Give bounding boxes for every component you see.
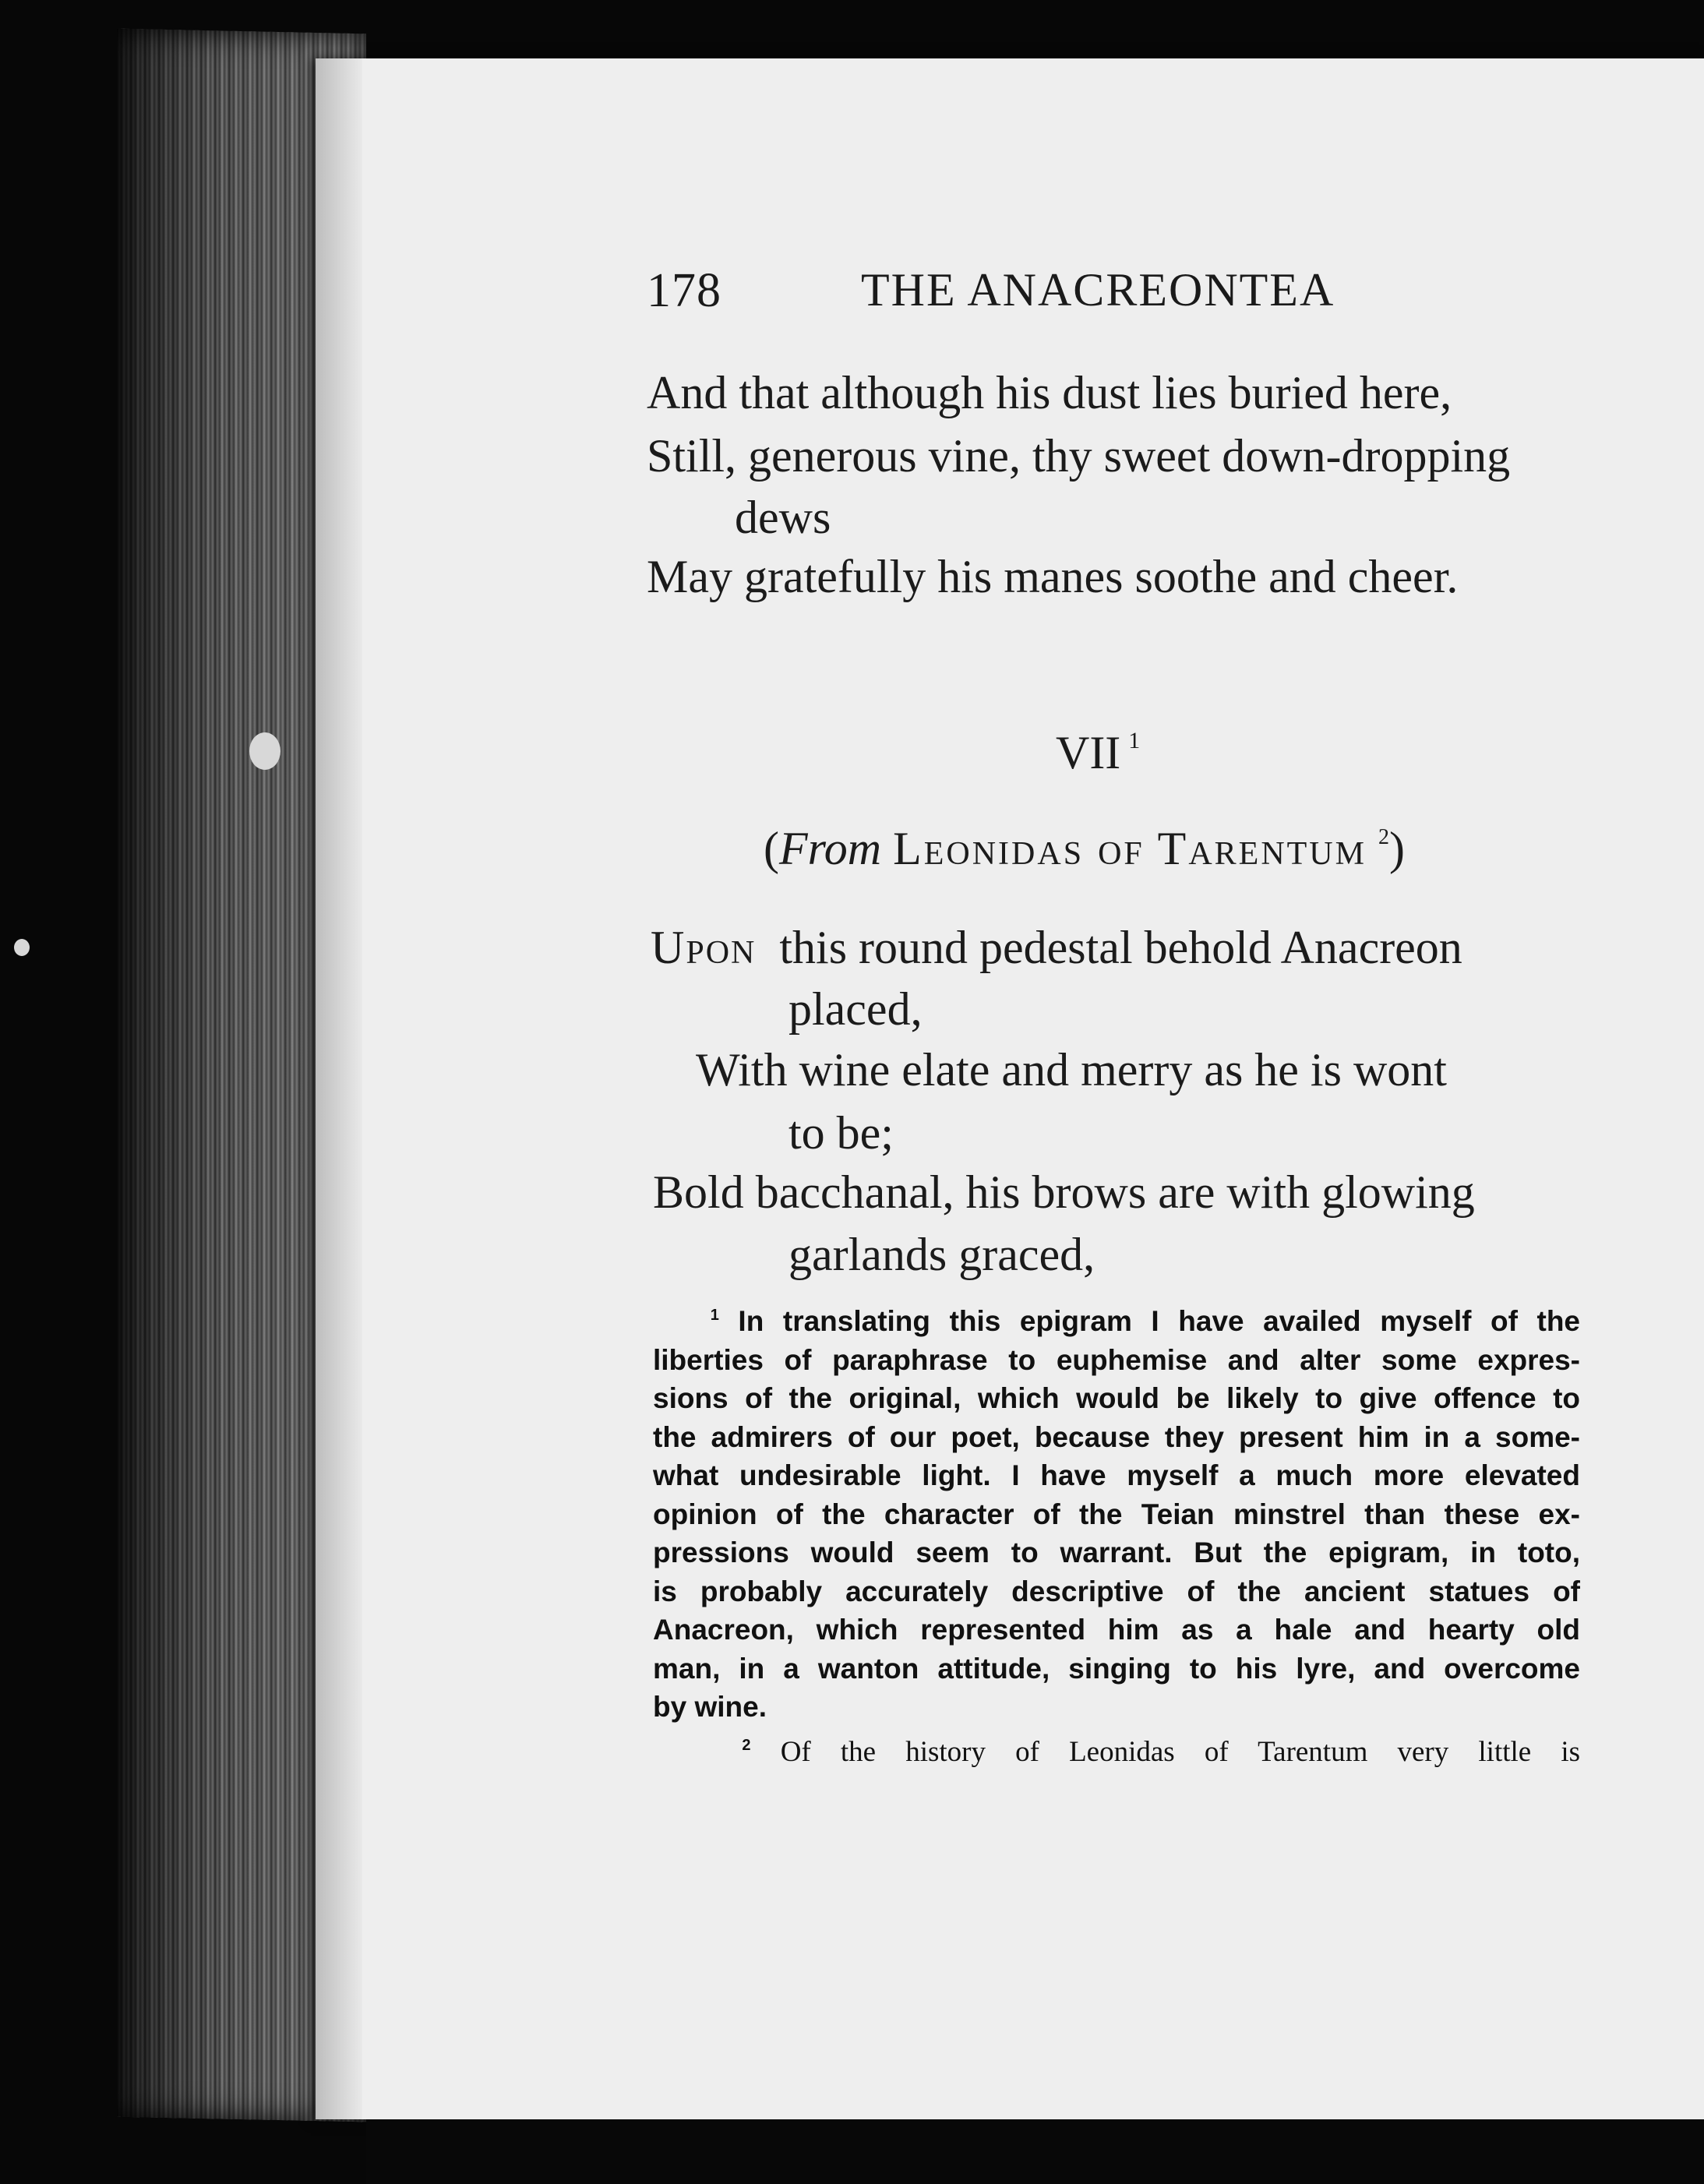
footnote-line: pressions would seem to warrant. But the epigram, in toto, bbox=[653, 1537, 1580, 1568]
footnote-marker: 2 bbox=[742, 1736, 751, 1754]
attribution-paren: ( bbox=[764, 823, 779, 874]
section-heading bbox=[1056, 726, 1140, 780]
section-number: VII bbox=[1056, 727, 1121, 778]
verse-line: dews bbox=[735, 492, 831, 543]
footnote-text: In translating this epigram I have availed myself of the bbox=[738, 1305, 1581, 1337]
attribution-from: From bbox=[778, 823, 882, 874]
running-title: THE ANACREONTEA bbox=[861, 264, 1335, 316]
poem-attribution bbox=[764, 822, 1405, 876]
poem-line: Bold bacchanal, his brows are with glowing bbox=[653, 1166, 1475, 1218]
poem-line: With wine elate and merry as he is wont bbox=[696, 1044, 1447, 1096]
poem-line: to be; bbox=[788, 1107, 894, 1159]
footnote-line bbox=[653, 1727, 1580, 1772]
footnotes bbox=[653, 1297, 1580, 1771]
verse-line: Still, generous vine, thy sweet down-dropping bbox=[647, 430, 1511, 482]
footnote-line: liberties of paraphrase to euphemise and alter some expres- bbox=[653, 1343, 1580, 1376]
verse-line: May gratefully his manes soothe and cheer. bbox=[647, 551, 1459, 602]
poem-first-word: Upon bbox=[651, 922, 757, 973]
poem-line: placed, bbox=[788, 983, 923, 1035]
footnote-line: the admirers of our poet, because they present him in a some- bbox=[653, 1420, 1580, 1453]
footnote-line: by wine. bbox=[653, 1691, 767, 1723]
poem-line-text: this round pedestal behold Anacreon bbox=[779, 922, 1462, 973]
footnote-line: what undesirable light. I have myself a much more elevated bbox=[653, 1459, 1580, 1491]
footnote-marker: 1 bbox=[710, 1307, 719, 1324]
footnote-line: is probably accurately descriptive of the ancient statues of bbox=[653, 1575, 1580, 1607]
footnote-line: sions of the original, which would be likely to give offence to bbox=[653, 1382, 1580, 1414]
footnote-text: Of the history of Leonidas of Tarentum very little is bbox=[780, 1735, 1581, 1768]
footnote-line: opinion of the character of the Teian minstrel than these ex- bbox=[653, 1498, 1580, 1530]
poem-line bbox=[651, 924, 1462, 971]
footnote-line bbox=[653, 1297, 1580, 1341]
footnote-line: man, in a wanton attitude, singing to his lyre, and overcome bbox=[653, 1652, 1580, 1685]
page-number: 178 bbox=[647, 264, 721, 317]
footnote-ref: 1 bbox=[1128, 728, 1141, 753]
attribution-paren: ) bbox=[1389, 823, 1405, 874]
running-header bbox=[647, 263, 1348, 326]
scan-speck bbox=[249, 732, 280, 770]
scan-speck bbox=[14, 939, 30, 956]
scan-border bbox=[366, 2119, 1704, 2184]
verse-line: And that although his dust lies buried here, bbox=[647, 367, 1452, 418]
footnote-line: Anacreon, which represented him as a hale and hearty old bbox=[653, 1614, 1580, 1646]
footnote-ref: 2 bbox=[1378, 825, 1389, 849]
poem-line: garlands graced, bbox=[788, 1229, 1095, 1280]
attribution-author: Leonidas of Tarentum bbox=[893, 823, 1367, 874]
